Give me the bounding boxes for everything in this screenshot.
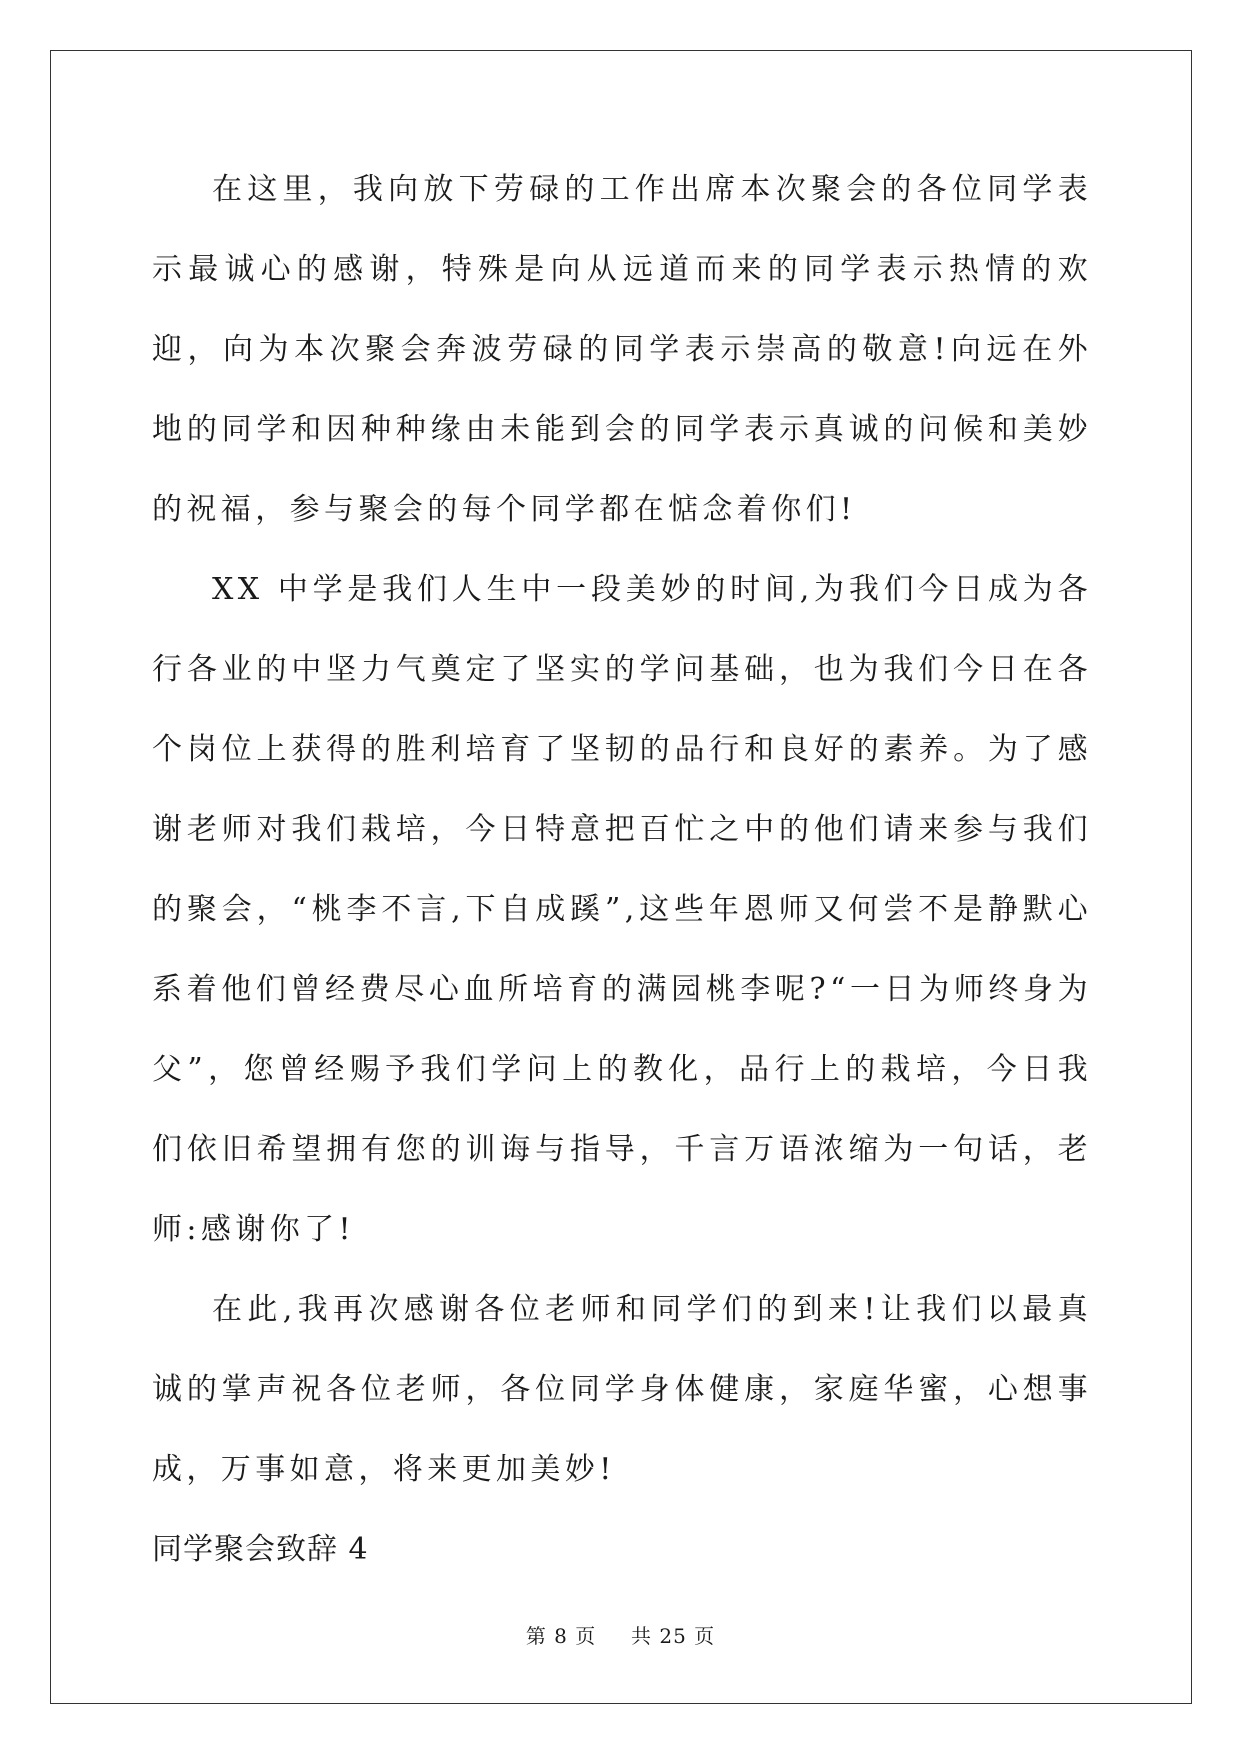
paragraph-1: 在这里，我向放下劳碌的工作出席本次聚会的各位同学表示最诚心的感谢，特殊是向从远道而来的同学表示热情的欢迎，向为本次聚会奔波劳碌的同学表示崇高的敬意!向远在外地的同学和因种种缘由未能到会的同学表示真诚的问候和美妙的祝福，参与聚会的每个同学都在惦念着你们! [152, 172, 1092, 527]
section-heading: 同学聚会致辞 4 [152, 1532, 369, 1567]
paragraph-2: XX 中学是我们人生中一段美妙的时间,为我们今日成为各行各业的中坚力气奠定了坚实的学问基础，也为我们今日在各个岗位上获得的胜利培育了坚韧的品行和良好的素养。为了感谢老师对我们栽培，今日特意把百忙之中的他们请来参与我们的聚会，“桃李不言,下自成蹊”,这些年恩师又何尝不是静默心系着他们曾经费尽心血所培育的满园桃李呢?“一日为师终身为父”，您曾经赐予我们学问上的教化，品行上的栽培，今日我们依旧希望拥有您的训诲与指导，千言万语浓缩为一句话，老师:感谢你了! [152, 572, 1092, 1247]
document-body [152, 150, 1092, 1590]
paragraph-3: 在此,我再次感谢各位老师和同学们的到来!让我们以最真诚的掌声祝各位老师，各位同学身体健康，家庭华蜜，心想事成，万事如意，将来更加美妙! [152, 1292, 1092, 1487]
current-page-number: 第 8 页 [525, 1624, 597, 1648]
total-page-count: 共 25 页 [631, 1624, 716, 1648]
page-footer [0, 1622, 1241, 1650]
